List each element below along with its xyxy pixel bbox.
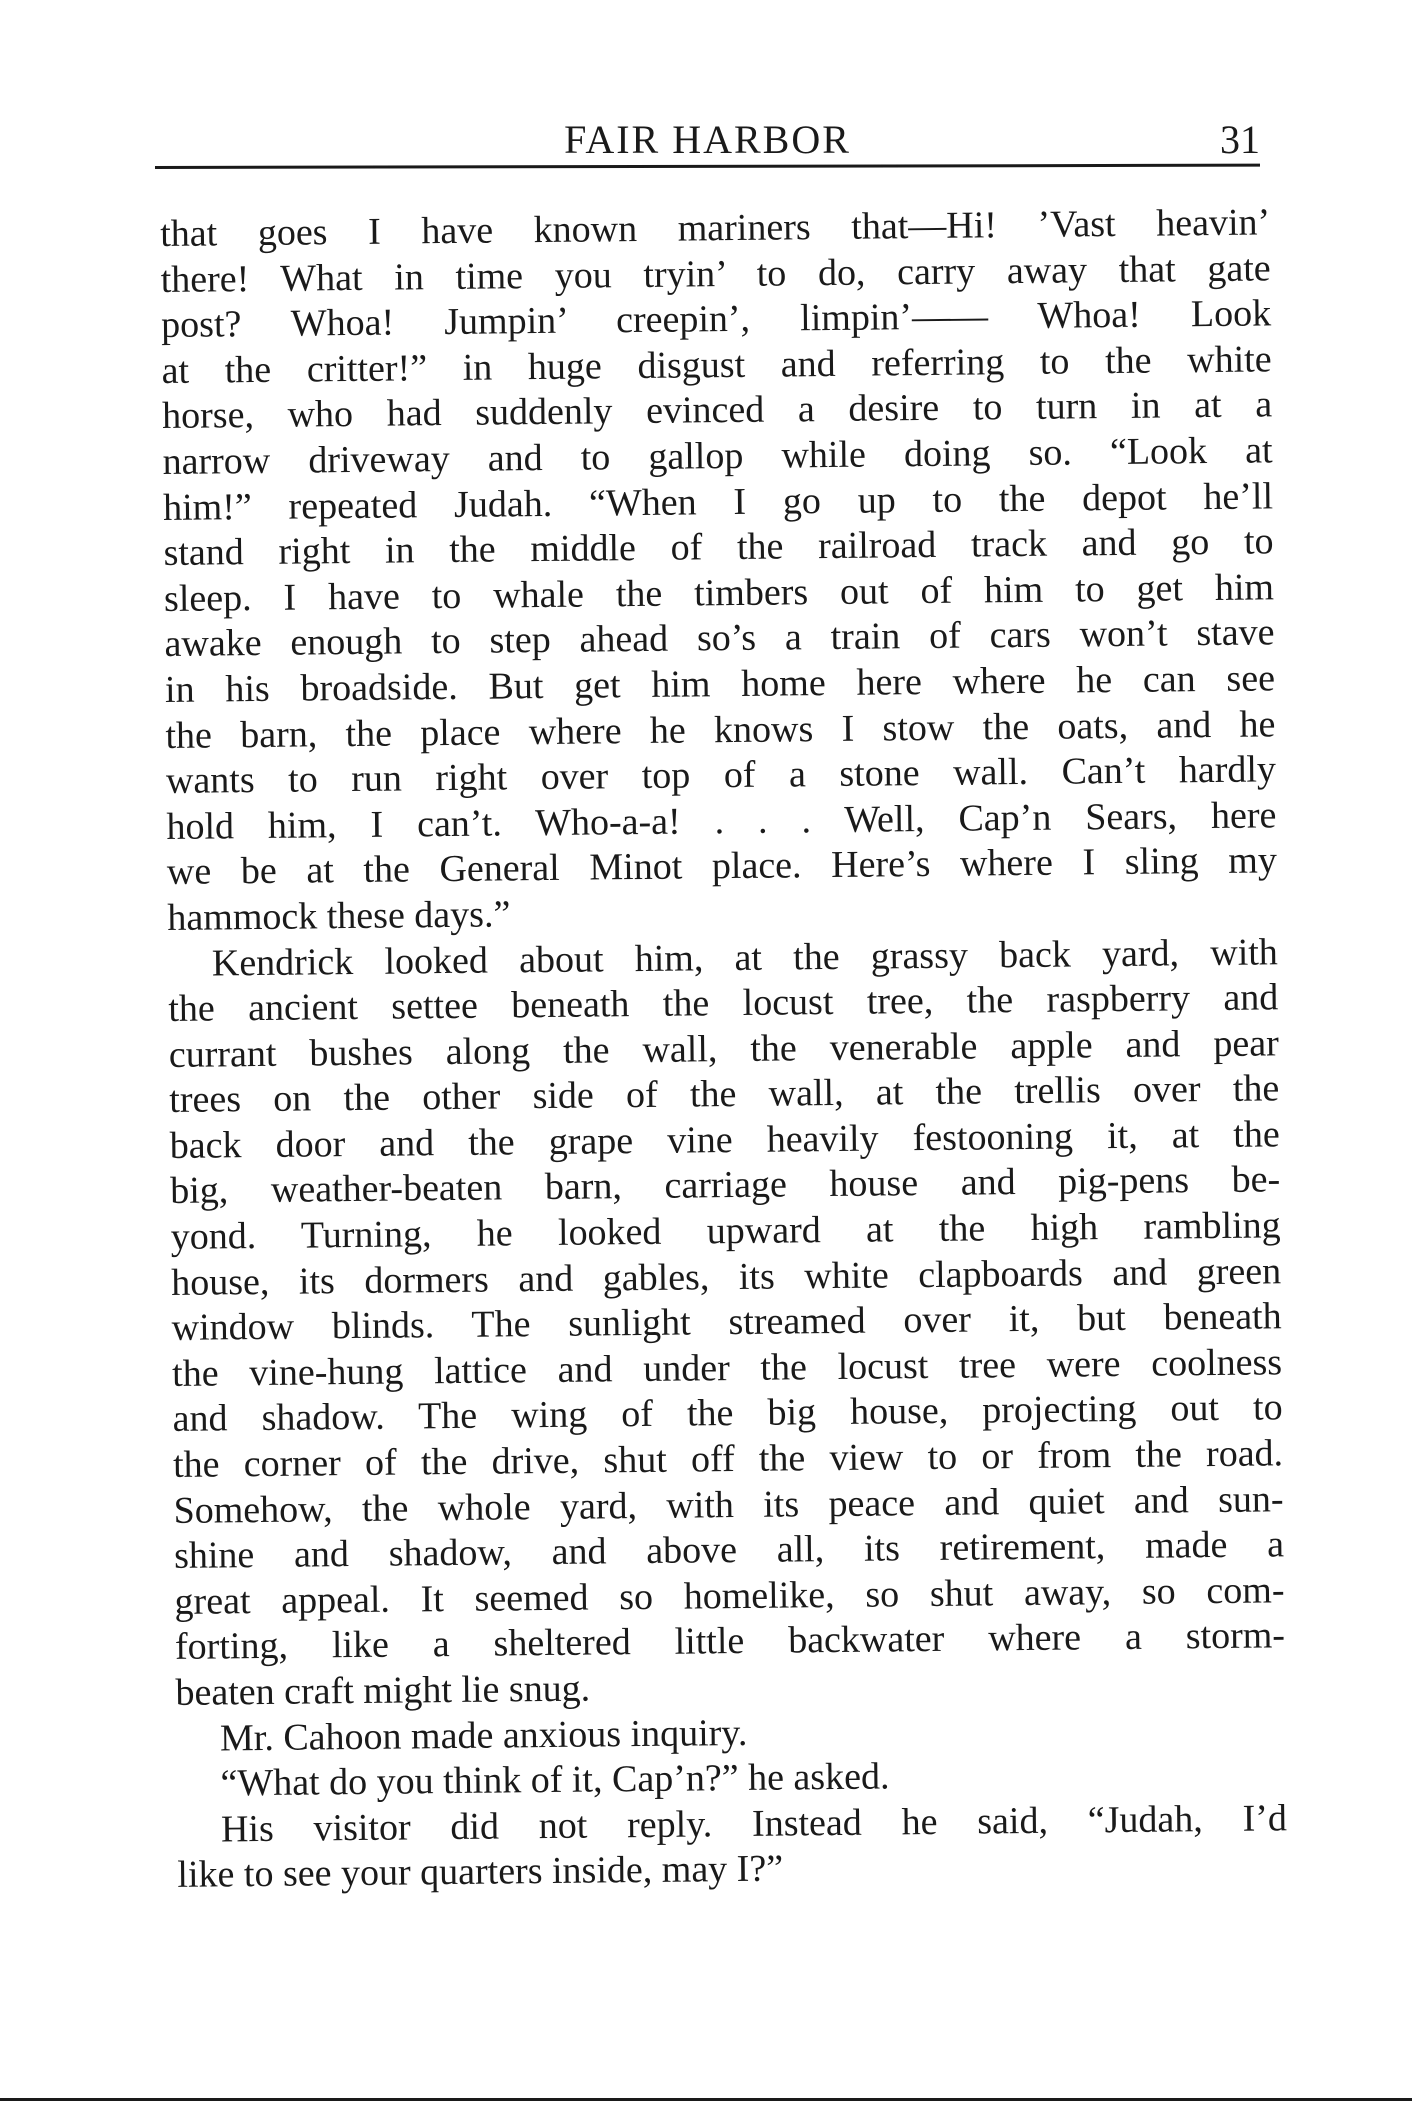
text-line: beaten craft might lie snug. [175, 1667, 591, 1714]
text-line: stand right in the middle of the railroad track and go to [163, 520, 1274, 575]
text-line: like to see your quarters inside, may I?” [177, 1847, 784, 1897]
text-line: Mr. Cahoon made anxious inquiry. [219, 1711, 748, 1760]
page-number: 31 [1220, 117, 1260, 162]
text-line: sleep. I have to whale the timbers out of him to get him [163, 566, 1275, 620]
text-line: Somehow, the whole yard, with its peace and quiet and sun- [173, 1477, 1284, 1532]
text-line: the barn, the place where he knows I stow the oats, and he [165, 702, 1276, 757]
text-line: that goes I have known mariners that—Hi! ’Vast heavin’ [160, 201, 1271, 255]
text-line: the ancient settee beneath the locust tree, the raspberry and [168, 976, 1279, 1031]
text-line: hold him, I can’t. Who-a-a! . . . Well, Cap’n Sears, here [166, 794, 1277, 848]
text-line: wants to run right over top of a stone wall. Can’t hardly [165, 748, 1277, 803]
text-line: we be at the General Minot place. Here’s where I sling my [166, 839, 1278, 894]
text-line: great appeal. It seemed so homelike, so shut away, so com- [174, 1569, 1285, 1623]
text-line: Kendrick looked about him, at the grassy back yard, with [211, 930, 1279, 984]
text-line: him!” repeated Judah. “When I go up to the depot he’ll [162, 474, 1274, 529]
text-line: awake enough to step ahead so’s a train of cars won’t stave [164, 611, 1275, 666]
text-line: currant bushes along the wall, the venerable apple and pear [168, 1022, 1279, 1076]
text-line: the corner of the drive, shut off the view to or from the road. [172, 1432, 1284, 1486]
text-line: window blinds. The sunlight streamed over it, but beneath [171, 1295, 1282, 1350]
running-title: FAIR HARBOR [564, 117, 851, 162]
text-line: shine and shadow, and above all, its retirement, made a [173, 1523, 1285, 1578]
scan-edge-rule [0, 2098, 1412, 2101]
running-head [155, 112, 1260, 168]
text-line: the vine-hung lattice and under the locust tree were coolness [171, 1341, 1283, 1395]
text-line: at the critter!” in huge disgust and referring to the white [161, 338, 1272, 392]
text-line: in his broadside. But get him home here where he can see [164, 657, 1276, 711]
text-line: “What do you think of it, Cap’n?” he asked. [220, 1755, 890, 1805]
text-line: and shadow. The wing of the big house, projecting out to [172, 1386, 1283, 1441]
text-line: horse, who had suddenly evinced a desire to turn in at a [161, 383, 1273, 438]
text-line: His visitor did not reply. Instead he said, “Judah, I’d [220, 1797, 1288, 1851]
text-line: there! What in time you tryin’ to do, carry away that gate [160, 246, 1271, 301]
text-line: post? Whoa! Jumpin’ creepin’, limpin’—— Whoa! Look [160, 292, 1272, 347]
text-line: narrow driveway and to gallop while doing so. “Look at [162, 429, 1273, 483]
text-line: yond. Turning, he looked upward at the high rambling [170, 1204, 1281, 1259]
text-line: forting, like a sheltered little backwater where a storm- [174, 1614, 1286, 1669]
text-line: back door and the grape vine heavily festooning it, at the [169, 1113, 1280, 1167]
text-line: big, weather-beaten barn, carriage house and pig-pens be- [170, 1158, 1281, 1213]
body-text [160, 200, 1288, 1898]
text-line: house, its dormers and gables, its white clapboards and green [170, 1249, 1282, 1304]
text-line: trees on the other side of the wall, at the trellis over the [169, 1067, 1280, 1122]
text-line: hammock these days.” [167, 893, 511, 939]
